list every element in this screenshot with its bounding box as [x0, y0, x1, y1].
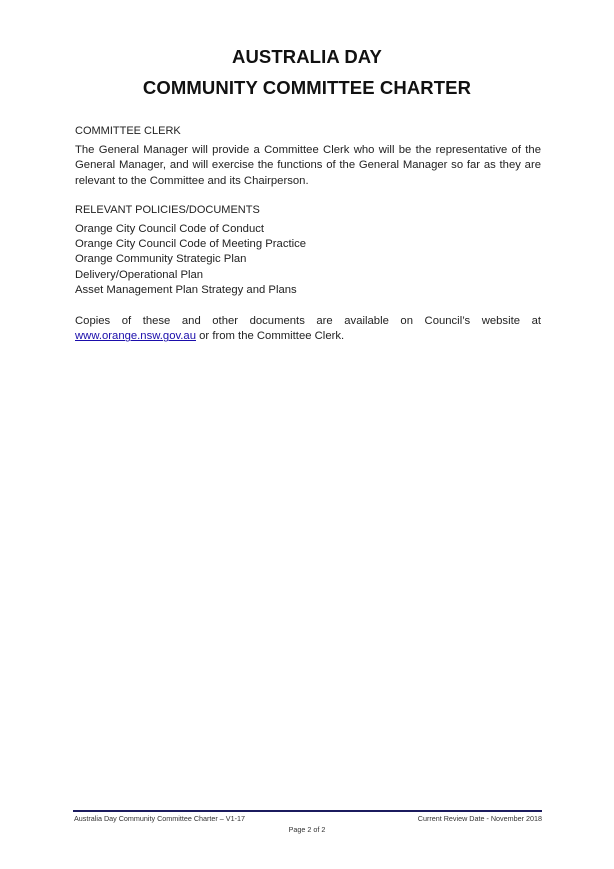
- copies-text-end: or from the Committee Clerk.: [196, 330, 345, 343]
- relevant-policies-heading: RELEVANT POLICIES/DOCUMENTS: [75, 204, 260, 216]
- committee-clerk-paragraph: The General Manager will provide a Committee Clerk who will be the representative of the General Manager, and will exercise the functions of the General Manager so far as they are relevant to the Committee and its Chairperson.: [75, 144, 541, 187]
- copies-paragraph: [75, 314, 541, 345]
- document-title-line2: COMMUNITY COMMITTEE CHARTER: [142, 77, 472, 98]
- footer-rule: [73, 810, 542, 812]
- policies-list: [75, 222, 306, 298]
- list-item: Orange City Council Code of Meeting Practice: [75, 238, 307, 251]
- committee-clerk-heading: COMMITTEE CLERK: [75, 125, 181, 137]
- list-item: Orange City Council Code of Conduct: [75, 223, 265, 235]
- footer-review-date: Current Review Date - November 2018: [417, 814, 542, 823]
- list-item: Asset Management Plan Strategy and Plans: [75, 283, 297, 296]
- list-item: Delivery/Operational Plan: [75, 268, 204, 281]
- list-item: Orange Community Strategic Plan: [75, 253, 247, 266]
- council-website-link[interactable]: www.orange.nsw.gov.au: [75, 330, 196, 343]
- footer-document-version: Australia Day Community Committee Charter – V1-17: [74, 814, 245, 823]
- page-number: Page 2 of 2: [288, 825, 326, 834]
- document-title-line1: AUSTRALIA DAY: [232, 46, 382, 67]
- copies-text: Copies of these and other documents are available on Council’s website at: [75, 315, 541, 327]
